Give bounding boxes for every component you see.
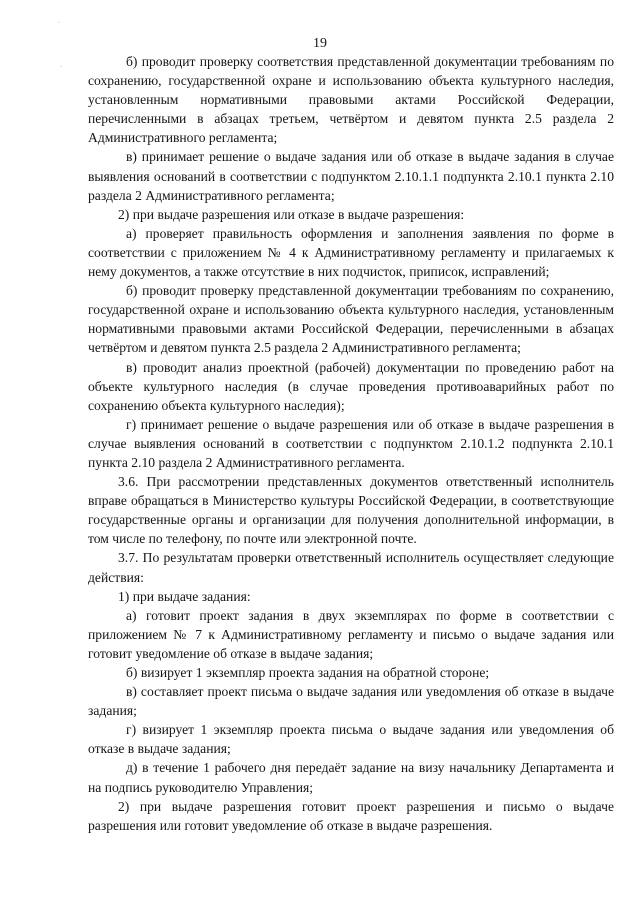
page-number: 19	[313, 36, 327, 51]
paragraph: а) проверяет правильность оформления и заполнения заявления по форме в соответствии с приложением № 4 к Административному регламенту и прилагаемых к нему документов, а также отсутствие в них подчисток, приписок, исправлений;	[88, 225, 614, 280]
scan-speck: ·	[58, 20, 60, 26]
document-body	[88, 52, 614, 835]
paragraph: д) в течение 1 рабочего дня передаёт задание на визу начальнику Департамента и на подпись руководителю Управления;	[88, 760, 614, 795]
paragraph: б) визирует 1 экземпляр проекта задания на обратной стороне;	[126, 665, 490, 680]
paragraph: в) составляет проект письма о выдаче задания или уведомления об отказе в выдаче задания;	[88, 684, 614, 719]
paragraph: в) принимает решение о выдаче задания или об отказе в выдаче задания в случае выявления оснований в соответствии с подпунктом 2.10.1.1 подпункта 2.10.1 пункта 2.10 раздела 2 Административного регламента;	[88, 149, 614, 203]
paragraph: б) проводит проверку представленной документации требованиям по сохранению, государственной охране и использованию объекта культурного наследия, установленным нормативными правовыми актами Российской Федерации, перечисленными в абзацах четвёртом и девятом пункта 2.5 раздела 2 Административного регламента;	[88, 283, 614, 356]
paragraph: г) принимает решение о выдаче разрешения или об отказе в выдаче разрешения в случае выявления оснований в соответствии с подпунктом 2.10.1.2 подпункта 2.10.1 пункта 2.10 раздела 2 Административного регламента.	[88, 416, 614, 470]
paragraph: 2) при выдаче разрешения готовит проект разрешения и письмо о выдаче разрешения или готовит уведомление об отказе в выдаче разрешения.	[88, 798, 614, 833]
paragraph: 3.7. По результатам проверки ответственный исполнитель осуществляет следующие действия:	[88, 550, 614, 585]
paragraph: б) проводит проверку соответствия представленной документации требованиям по сохранению, государственной охране и использованию объекта культурного наследия, установленным нормативными правовыми актами Российской Федерации, перечисленными в абзацах третьем, четвёртом и девятом пункта 2.5 раздела 2 Административного регламента;	[88, 54, 614, 146]
paragraph: 3.6. При рассмотрении представленных документов ответственный исполнитель вправе обращаться в Министерство культуры Российской Федерации, в соответствующие государственные органы и организации для получения дополнительной информации, в том числе по телефону, по почте или электронной почте.	[88, 474, 614, 547]
paragraph: 1) при выдаче задания:	[118, 588, 251, 604]
paragraph: в) проводит анализ проектной (рабочей) документации по проведению работ на объекте культурного наследия (в случае проведения противоаварийных работ по сохранению объекта культурного наследия);	[88, 359, 614, 413]
paragraph: 2) при выдаче разрешения или отказе в выдаче разрешения:	[118, 206, 465, 222]
paragraph: а) готовит проект задания в двух экземплярах по форме в соответствии с приложением № 7 к Административному регламенту и письмо о выдаче задания или готовит уведомление об отказе в выдаче задания;	[88, 607, 614, 661]
scan-speck: ·	[60, 64, 62, 70]
paragraph: г) визирует 1 экземпляр проекта письма о выдаче задания или уведомления об отказе в выдаче задания;	[88, 722, 614, 757]
